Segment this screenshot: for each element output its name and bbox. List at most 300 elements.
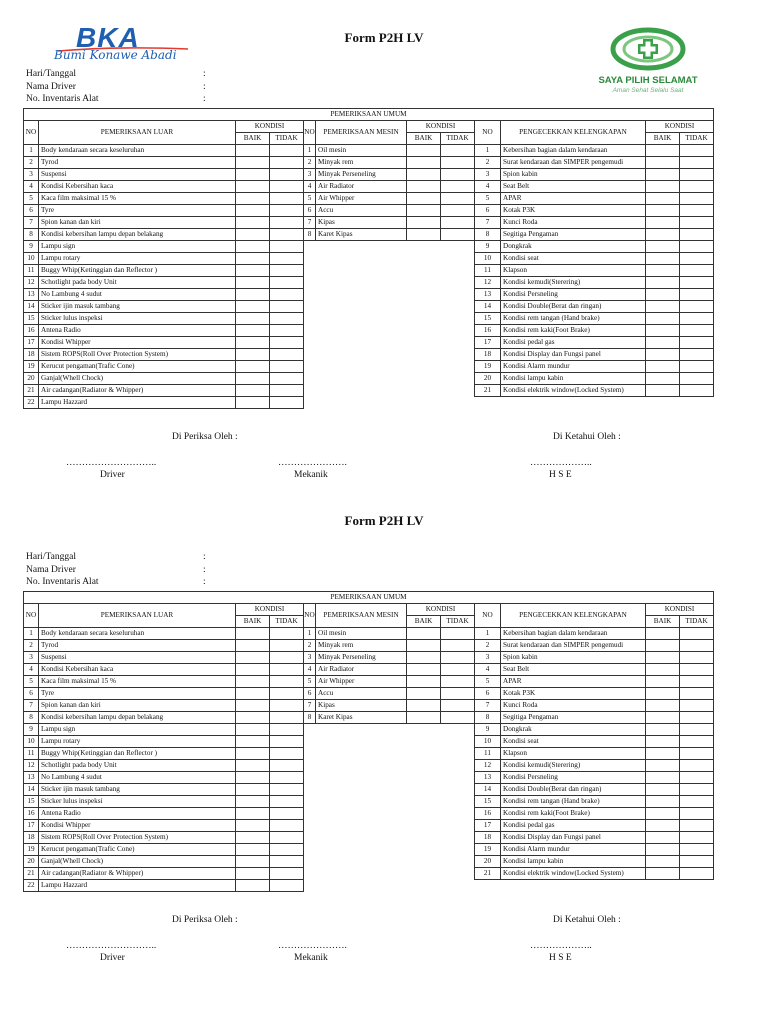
baik-checkbox[interactable] [646, 628, 680, 640]
check-item-luar: Kerucut pengaman(Trafic Cone) [39, 361, 236, 373]
tidak-checkbox[interactable] [270, 385, 304, 397]
tidak-checkbox[interactable] [441, 169, 475, 181]
baik-checkbox[interactable] [646, 856, 680, 868]
tidak-checkbox[interactable] [441, 640, 475, 652]
row-number: 3 [24, 169, 39, 181]
tidak-checkbox[interactable] [270, 289, 304, 301]
tidak-checkbox[interactable] [441, 181, 475, 193]
baik-checkbox[interactable] [236, 676, 270, 688]
tidak-checkbox[interactable] [680, 736, 714, 748]
baik-checkbox[interactable] [646, 313, 680, 325]
tidak-checkbox[interactable] [680, 640, 714, 652]
baik-checkbox[interactable] [236, 229, 270, 241]
tidak-checkbox[interactable] [441, 217, 475, 229]
tidak-checkbox[interactable] [680, 856, 714, 868]
tidak-checkbox[interactable] [270, 361, 304, 373]
baik-checkbox[interactable] [236, 241, 270, 253]
check-item-luar: Lampu rotary [39, 736, 236, 748]
tidak-checkbox[interactable] [270, 856, 304, 868]
tidak-checkbox[interactable] [270, 748, 304, 760]
tidak-checkbox[interactable] [680, 325, 714, 337]
tidak-checkbox[interactable] [441, 676, 475, 688]
empty-cell [407, 277, 441, 289]
baik-checkbox[interactable] [236, 397, 270, 409]
check-item-luar: Kaca film maksimal 15 % [39, 193, 236, 205]
tidak-checkbox[interactable] [680, 205, 714, 217]
tidak-checkbox[interactable] [270, 664, 304, 676]
empty-cell [316, 325, 407, 337]
baik-checkbox[interactable] [646, 289, 680, 301]
tidak-checkbox[interactable] [680, 784, 714, 796]
row-number: 21 [475, 868, 501, 880]
baik-checkbox[interactable] [236, 880, 270, 892]
driver-signature-line[interactable]: ……………………….. [66, 941, 157, 951]
check-item-luar: Kondisi Kebersihan kaca [39, 181, 236, 193]
row-number: 15 [475, 313, 501, 325]
baik-checkbox[interactable] [236, 265, 270, 277]
baik-checkbox[interactable] [236, 784, 270, 796]
empty-cell [304, 397, 316, 409]
tidak-checkbox[interactable] [270, 868, 304, 880]
baik-checkbox[interactable] [646, 700, 680, 712]
table-row [24, 676, 714, 688]
baik-checkbox[interactable] [236, 760, 270, 772]
baik-checkbox[interactable] [236, 868, 270, 880]
tidak-checkbox[interactable] [680, 868, 714, 880]
tidak-checkbox[interactable] [680, 181, 714, 193]
tidak-checkbox[interactable] [270, 349, 304, 361]
tidak-checkbox[interactable] [680, 373, 714, 385]
tidak-checkbox[interactable] [680, 349, 714, 361]
baik-checkbox[interactable] [236, 712, 270, 724]
baik-checkbox[interactable] [646, 361, 680, 373]
baik-checkbox[interactable] [646, 217, 680, 229]
baik-checkbox[interactable] [236, 808, 270, 820]
tidak-checkbox[interactable] [680, 808, 714, 820]
baik-checkbox[interactable] [646, 373, 680, 385]
tidak-checkbox[interactable] [270, 628, 304, 640]
empty-cell [316, 880, 407, 892]
tidak-checkbox[interactable] [270, 229, 304, 241]
baik-checkbox[interactable] [236, 313, 270, 325]
tidak-checkbox[interactable] [270, 652, 304, 664]
tidak-checkbox[interactable] [441, 712, 475, 724]
tidak-checkbox[interactable] [680, 712, 714, 724]
row-number: 5 [475, 676, 501, 688]
tidak-checkbox[interactable] [270, 193, 304, 205]
baik-checkbox[interactable] [646, 337, 680, 349]
tidak-checkbox[interactable] [680, 289, 714, 301]
empty-cell [441, 808, 475, 820]
tidak-checkbox[interactable] [270, 145, 304, 157]
tidak-checkbox[interactable] [270, 337, 304, 349]
baik-checkbox[interactable] [646, 676, 680, 688]
empty-cell [407, 289, 441, 301]
tidak-checkbox[interactable] [270, 169, 304, 181]
empty-cell [441, 265, 475, 277]
tidak-checkbox[interactable] [270, 772, 304, 784]
baik-checkbox[interactable] [407, 229, 441, 241]
table-row [24, 229, 714, 241]
baik-checkbox[interactable] [646, 640, 680, 652]
tidak-checkbox[interactable] [270, 820, 304, 832]
baik-checkbox[interactable] [407, 700, 441, 712]
baik-checkbox[interactable] [407, 652, 441, 664]
row-number: 17 [24, 820, 39, 832]
baik-checkbox[interactable] [236, 652, 270, 664]
empty-cell [441, 289, 475, 301]
baik-checkbox[interactable] [646, 205, 680, 217]
table-row [24, 844, 714, 856]
check-item-kelengkapan: Kunci Roda [501, 217, 646, 229]
tidak-checkbox[interactable] [680, 664, 714, 676]
baik-checkbox[interactable] [236, 193, 270, 205]
tidak-checkbox[interactable] [680, 688, 714, 700]
tidak-checkbox[interactable] [270, 784, 304, 796]
baik-checkbox[interactable] [236, 664, 270, 676]
tidak-checkbox[interactable] [270, 325, 304, 337]
baik-checkbox[interactable] [407, 712, 441, 724]
tidak-checkbox[interactable] [270, 760, 304, 772]
tidak-checkbox[interactable] [441, 205, 475, 217]
check-item-kelengkapan: Kondisi Alarm mundur [501, 361, 646, 373]
baik-checkbox[interactable] [646, 772, 680, 784]
baik-checkbox[interactable] [646, 748, 680, 760]
baik-checkbox[interactable] [236, 820, 270, 832]
table-row [24, 796, 714, 808]
baik-checkbox[interactable] [236, 844, 270, 856]
tidak-checkbox[interactable] [680, 145, 714, 157]
row-number: 15 [24, 313, 39, 325]
baik-checkbox[interactable] [236, 373, 270, 385]
table-row [24, 724, 714, 736]
tidak-checkbox[interactable] [680, 241, 714, 253]
check-item-luar: Schotlight pada body Unit [39, 277, 236, 289]
tidak-checkbox[interactable] [680, 772, 714, 784]
row-number: 14 [475, 301, 501, 313]
tidak-checkbox[interactable] [680, 820, 714, 832]
baik-checkbox[interactable] [236, 700, 270, 712]
empty-cell [407, 337, 441, 349]
tidak-checkbox[interactable] [680, 385, 714, 397]
row-number: 2 [304, 640, 316, 652]
tidak-checkbox[interactable] [680, 301, 714, 313]
form-title: Form P2H LV [344, 513, 424, 528]
empty-cell [407, 784, 441, 796]
baik-checkbox[interactable] [646, 193, 680, 205]
row-number: 3 [304, 169, 316, 181]
table-row [24, 700, 714, 712]
baik-checkbox[interactable] [646, 301, 680, 313]
baik-checkbox[interactable] [407, 169, 441, 181]
header-no-kelengkapan: NO [475, 604, 501, 628]
empty-cell [441, 844, 475, 856]
tidak-checkbox[interactable] [270, 688, 304, 700]
tidak-checkbox[interactable] [270, 181, 304, 193]
baik-checkbox[interactable] [236, 325, 270, 337]
baik-checkbox[interactable] [236, 181, 270, 193]
check-item-luar: Spion kanan dan kiri [39, 217, 236, 229]
tidak-checkbox[interactable] [680, 700, 714, 712]
baik-checkbox[interactable] [407, 193, 441, 205]
section-title: PEMERIKSAAN UMUM [24, 109, 714, 121]
baik-checkbox[interactable] [646, 820, 680, 832]
check-item-kelengkapan: Kondisi Persneling [501, 289, 646, 301]
row-number: 5 [304, 193, 316, 205]
tidak-checkbox[interactable] [441, 193, 475, 205]
tidak-checkbox[interactable] [270, 241, 304, 253]
tidak-checkbox[interactable] [441, 229, 475, 241]
baik-checkbox[interactable] [646, 724, 680, 736]
baik-checkbox[interactable] [407, 640, 441, 652]
row-number: 13 [24, 772, 39, 784]
baik-checkbox[interactable] [646, 784, 680, 796]
tidak-checkbox[interactable] [270, 676, 304, 688]
tidak-checkbox[interactable] [270, 700, 304, 712]
check-item-kelengkapan: Dongkrak [501, 241, 646, 253]
baik-checkbox[interactable] [236, 145, 270, 157]
tidak-checkbox[interactable] [270, 313, 304, 325]
check-item-kelengkapan: Kondisi lampu kabin [501, 373, 646, 385]
tidak-checkbox[interactable] [680, 193, 714, 205]
tidak-checkbox[interactable] [270, 832, 304, 844]
baik-checkbox[interactable] [646, 325, 680, 337]
mekanik-signature-line[interactable]: …………………. [278, 458, 347, 468]
tidak-checkbox[interactable] [441, 157, 475, 169]
baik-checkbox[interactable] [407, 676, 441, 688]
tidak-checkbox[interactable] [270, 157, 304, 169]
tidak-checkbox[interactable] [680, 748, 714, 760]
baik-checkbox[interactable] [236, 724, 270, 736]
empty-cell [304, 385, 316, 397]
baik-checkbox[interactable] [407, 205, 441, 217]
field-no-inventaris[interactable] [26, 577, 206, 590]
empty-cell [441, 325, 475, 337]
empty-cell [407, 868, 441, 880]
baik-checkbox[interactable] [236, 337, 270, 349]
field-hari-tanggal[interactable] [26, 69, 206, 82]
tidak-checkbox[interactable] [680, 229, 714, 241]
baik-checkbox[interactable] [236, 157, 270, 169]
baik-checkbox[interactable] [646, 808, 680, 820]
baik-checkbox[interactable] [646, 277, 680, 289]
baik-checkbox[interactable] [236, 301, 270, 313]
baik-checkbox[interactable] [646, 241, 680, 253]
hse-signature-line[interactable]: ……………….. [530, 941, 592, 951]
baik-checkbox[interactable] [646, 652, 680, 664]
baik-checkbox[interactable] [236, 253, 270, 265]
row-number: 16 [24, 325, 39, 337]
empty-cell [407, 313, 441, 325]
baik-checkbox[interactable] [236, 832, 270, 844]
tidak-checkbox[interactable] [680, 652, 714, 664]
baik-checkbox[interactable] [407, 145, 441, 157]
tidak-checkbox[interactable] [680, 157, 714, 169]
tidak-checkbox[interactable] [270, 712, 304, 724]
tidak-checkbox[interactable] [270, 724, 304, 736]
baik-checkbox[interactable] [646, 664, 680, 676]
empty-cell [475, 397, 501, 409]
empty-cell [501, 397, 646, 409]
row-number: 20 [24, 373, 39, 385]
tidak-checkbox[interactable] [270, 880, 304, 892]
empty-cell [407, 373, 441, 385]
baik-checkbox[interactable] [236, 856, 270, 868]
baik-checkbox[interactable] [646, 868, 680, 880]
mekanik-signature-line[interactable]: …………………. [278, 941, 347, 951]
tidak-checkbox[interactable] [680, 361, 714, 373]
table-row [24, 628, 714, 640]
empty-cell [407, 808, 441, 820]
empty-cell [304, 253, 316, 265]
baik-checkbox[interactable] [236, 277, 270, 289]
tidak-checkbox[interactable] [441, 652, 475, 664]
baik-checkbox[interactable] [646, 796, 680, 808]
check-item-kelengkapan: Kondisi kemudi(Sterering) [501, 760, 646, 772]
baik-checkbox[interactable] [407, 181, 441, 193]
empty-cell [407, 760, 441, 772]
tidak-checkbox[interactable] [441, 688, 475, 700]
tidak-checkbox[interactable] [270, 217, 304, 229]
tidak-checkbox[interactable] [680, 253, 714, 265]
tidak-checkbox[interactable] [270, 397, 304, 409]
tidak-checkbox[interactable] [680, 676, 714, 688]
empty-cell [304, 868, 316, 880]
baik-checkbox[interactable] [236, 205, 270, 217]
tidak-checkbox[interactable] [680, 265, 714, 277]
baik-checkbox[interactable] [646, 844, 680, 856]
empty-cell [304, 772, 316, 784]
table-row [24, 652, 714, 664]
check-item-kelengkapan: Kebersihan bagian dalam kendaraan [501, 145, 646, 157]
check-item-luar: Kondisi Whipper [39, 337, 236, 349]
hse-signature-line[interactable]: ……………….. [530, 458, 592, 468]
field-separator: : [203, 81, 206, 92]
tidak-checkbox[interactable] [441, 700, 475, 712]
baik-checkbox[interactable] [236, 169, 270, 181]
baik-checkbox[interactable] [236, 289, 270, 301]
baik-checkbox[interactable] [236, 361, 270, 373]
row-number: 8 [24, 712, 39, 724]
baik-checkbox[interactable] [646, 145, 680, 157]
baik-checkbox[interactable] [646, 736, 680, 748]
empty-cell [316, 265, 407, 277]
baik-checkbox[interactable] [646, 181, 680, 193]
baik-checkbox[interactable] [646, 157, 680, 169]
tidak-checkbox[interactable] [680, 337, 714, 349]
row-number: 4 [24, 181, 39, 193]
baik-checkbox[interactable] [407, 628, 441, 640]
baik-checkbox[interactable] [236, 796, 270, 808]
baik-checkbox[interactable] [236, 640, 270, 652]
baik-checkbox[interactable] [646, 385, 680, 397]
tidak-checkbox[interactable] [270, 736, 304, 748]
field-separator: : [203, 69, 206, 79]
tidak-checkbox[interactable] [680, 844, 714, 856]
baik-checkbox[interactable] [236, 736, 270, 748]
baik-checkbox[interactable] [236, 628, 270, 640]
tidak-checkbox[interactable] [680, 169, 714, 181]
row-number: 14 [24, 784, 39, 796]
tidak-checkbox[interactable] [680, 313, 714, 325]
field-nama-driver[interactable] [26, 81, 206, 95]
table-row [24, 169, 714, 181]
check-item-kelengkapan: Segitiga Pengaman [501, 229, 646, 241]
baik-checkbox[interactable] [646, 688, 680, 700]
field-no-inventaris[interactable] [26, 94, 206, 107]
tidak-checkbox[interactable] [441, 664, 475, 676]
tidak-checkbox[interactable] [270, 373, 304, 385]
table-row [24, 736, 714, 748]
baik-checkbox[interactable] [646, 229, 680, 241]
tidak-checkbox[interactable] [441, 145, 475, 157]
tidak-checkbox[interactable] [270, 640, 304, 652]
tidak-checkbox[interactable] [270, 265, 304, 277]
baik-checkbox[interactable] [407, 217, 441, 229]
baik-checkbox[interactable] [407, 664, 441, 676]
empty-cell [441, 349, 475, 361]
tidak-checkbox[interactable] [270, 301, 304, 313]
baik-checkbox[interactable] [646, 832, 680, 844]
row-number: 22 [24, 397, 39, 409]
row-number: 2 [475, 640, 501, 652]
baik-checkbox[interactable] [236, 217, 270, 229]
tidak-checkbox[interactable] [270, 277, 304, 289]
tidak-checkbox[interactable] [270, 808, 304, 820]
table-row [24, 145, 714, 157]
baik-checkbox[interactable] [646, 169, 680, 181]
baik-checkbox[interactable] [236, 385, 270, 397]
row-number: 11 [475, 265, 501, 277]
tidak-checkbox[interactable] [270, 205, 304, 217]
field-hari-tanggal[interactable] [26, 552, 206, 565]
tidak-checkbox[interactable] [680, 628, 714, 640]
header-row [24, 604, 714, 616]
baik-checkbox[interactable] [646, 265, 680, 277]
tidak-checkbox[interactable] [680, 217, 714, 229]
tidak-checkbox[interactable] [680, 796, 714, 808]
row-number: 19 [475, 361, 501, 373]
diketahui-label: Di Ketahui Oleh : [553, 915, 621, 925]
header-pemeriksaan-luar: PEMERIKSAAN LUAR [39, 121, 236, 145]
baik-checkbox[interactable] [646, 253, 680, 265]
empty-cell [316, 385, 407, 397]
tidak-checkbox[interactable] [270, 253, 304, 265]
tidak-checkbox[interactable] [680, 277, 714, 289]
field-nama-driver[interactable] [26, 564, 206, 578]
baik-checkbox[interactable] [646, 712, 680, 724]
check-item-luar: Body kendaraan secara keseluruhan [39, 145, 236, 157]
driver-signature-line[interactable]: ……………………….. [66, 458, 157, 468]
baik-checkbox[interactable] [236, 688, 270, 700]
tidak-checkbox[interactable] [441, 628, 475, 640]
baik-checkbox[interactable] [236, 748, 270, 760]
row-number: 17 [475, 820, 501, 832]
baik-checkbox[interactable] [646, 760, 680, 772]
baik-checkbox[interactable] [646, 349, 680, 361]
tidak-checkbox[interactable] [680, 724, 714, 736]
tidak-checkbox[interactable] [680, 760, 714, 772]
tidak-checkbox[interactable] [270, 844, 304, 856]
baik-checkbox[interactable] [407, 688, 441, 700]
row-number: 10 [24, 253, 39, 265]
baik-checkbox[interactable] [407, 157, 441, 169]
baik-checkbox[interactable] [236, 772, 270, 784]
baik-checkbox[interactable] [236, 349, 270, 361]
empty-cell [441, 784, 475, 796]
tidak-checkbox[interactable] [680, 832, 714, 844]
tidak-checkbox[interactable] [270, 796, 304, 808]
